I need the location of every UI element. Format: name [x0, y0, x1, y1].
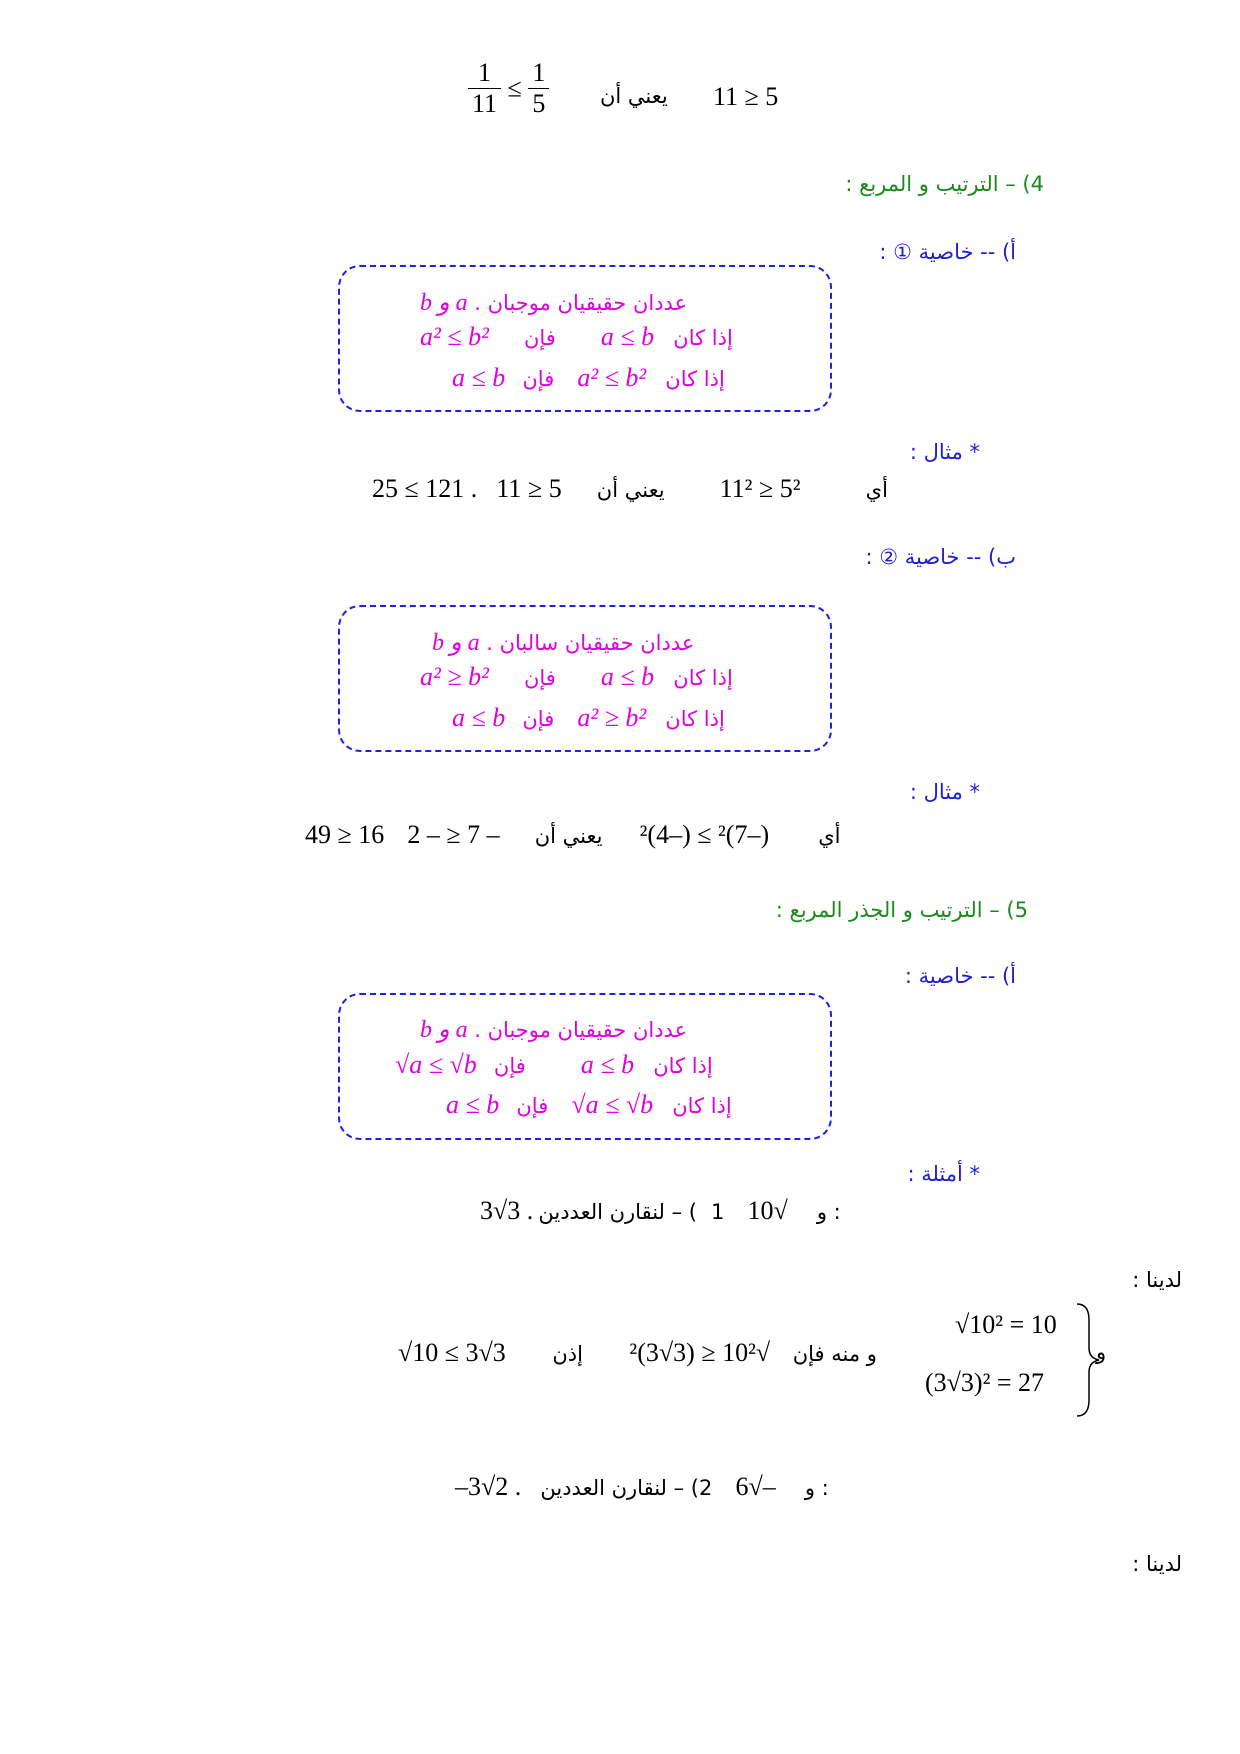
system-eq-1: √10² = 10	[955, 1310, 1057, 1339]
question-1: 3√3 . و √10 1) – لنقارن العددين :	[480, 1196, 841, 1225]
property-1-line-1: عددان حقيقيان موجبان . a و b	[420, 290, 688, 316]
result-line: √10 ≤ 3√3 و منه فإن √10² ≤ (3√3)² إذن	[398, 1338, 877, 1367]
property-1-line-3: a ≤ b فإن a² ≤ b² إذا كان	[452, 363, 725, 392]
question-2: –3√2 . و –√6 2) – لنقارن العددين :	[455, 1472, 829, 1501]
property-2-line-2: a² ≥ b² فإن a ≤ b إذا كان	[420, 662, 733, 691]
property-1-title: أ) -- خاصية ① :	[879, 240, 1016, 264]
property-3-line-1: عددان حقيقيان موجبان . a و b	[420, 1017, 688, 1043]
fraction-right: $\frac{1}{5}$	[528, 58, 549, 119]
property-2-title: ب) -- خاصية ② :	[865, 545, 1016, 569]
and-label: و	[1096, 1340, 1107, 1364]
we-have-label-1: لدينا :	[1132, 1268, 1182, 1292]
inequality-left-1: 11 ≥ 5	[713, 82, 779, 111]
fraction-left: $\frac{1}{11}$	[468, 58, 501, 119]
we-have-label-2: لدينا :	[1132, 1552, 1182, 1576]
means-text-1: يعني أن	[600, 84, 668, 108]
section-4-title: 4) – الترتيب و المربع :	[845, 172, 1044, 196]
property-3-line-2: √a ≤ √b فإن a ≤ b إذا كان	[395, 1050, 713, 1079]
examples-title: * أمثلة :	[907, 1162, 980, 1186]
example-1-line: 25 ≤ 121 . أي 5² ≤ 11² يعني أن 5 ≤ 11	[372, 474, 888, 503]
property-2-line-3: a ≤ b فإن a² ≥ b² إذا كان	[452, 703, 725, 732]
property-3-title: أ) -- خاصية :	[904, 964, 1016, 988]
inequality-line-1: $\frac{1}{11}$ ≤ $\frac{1}{5}$	[468, 58, 549, 119]
example-2-title: * مثال :	[909, 780, 980, 804]
system-eq-2: (3√3)² = 27	[925, 1368, 1045, 1397]
property-3-line-3: a ≤ b فإن √a ≤ √b إذا كان	[446, 1090, 732, 1119]
example-2-line: 49 ≥ 16 أي (–7)² ≥ (–4)² يعني أن – 7 ≤ – 2	[305, 820, 841, 849]
example-1-title: * مثال :	[909, 440, 980, 464]
property-1-line-2: a² ≤ b² فإن a ≤ b إذا كان	[420, 322, 733, 351]
section-5-title: 5) – الترتيب و الجذر المربع :	[775, 898, 1028, 922]
property-2-line-1: عددان حقيقيان سالبان . a و b	[432, 630, 695, 656]
